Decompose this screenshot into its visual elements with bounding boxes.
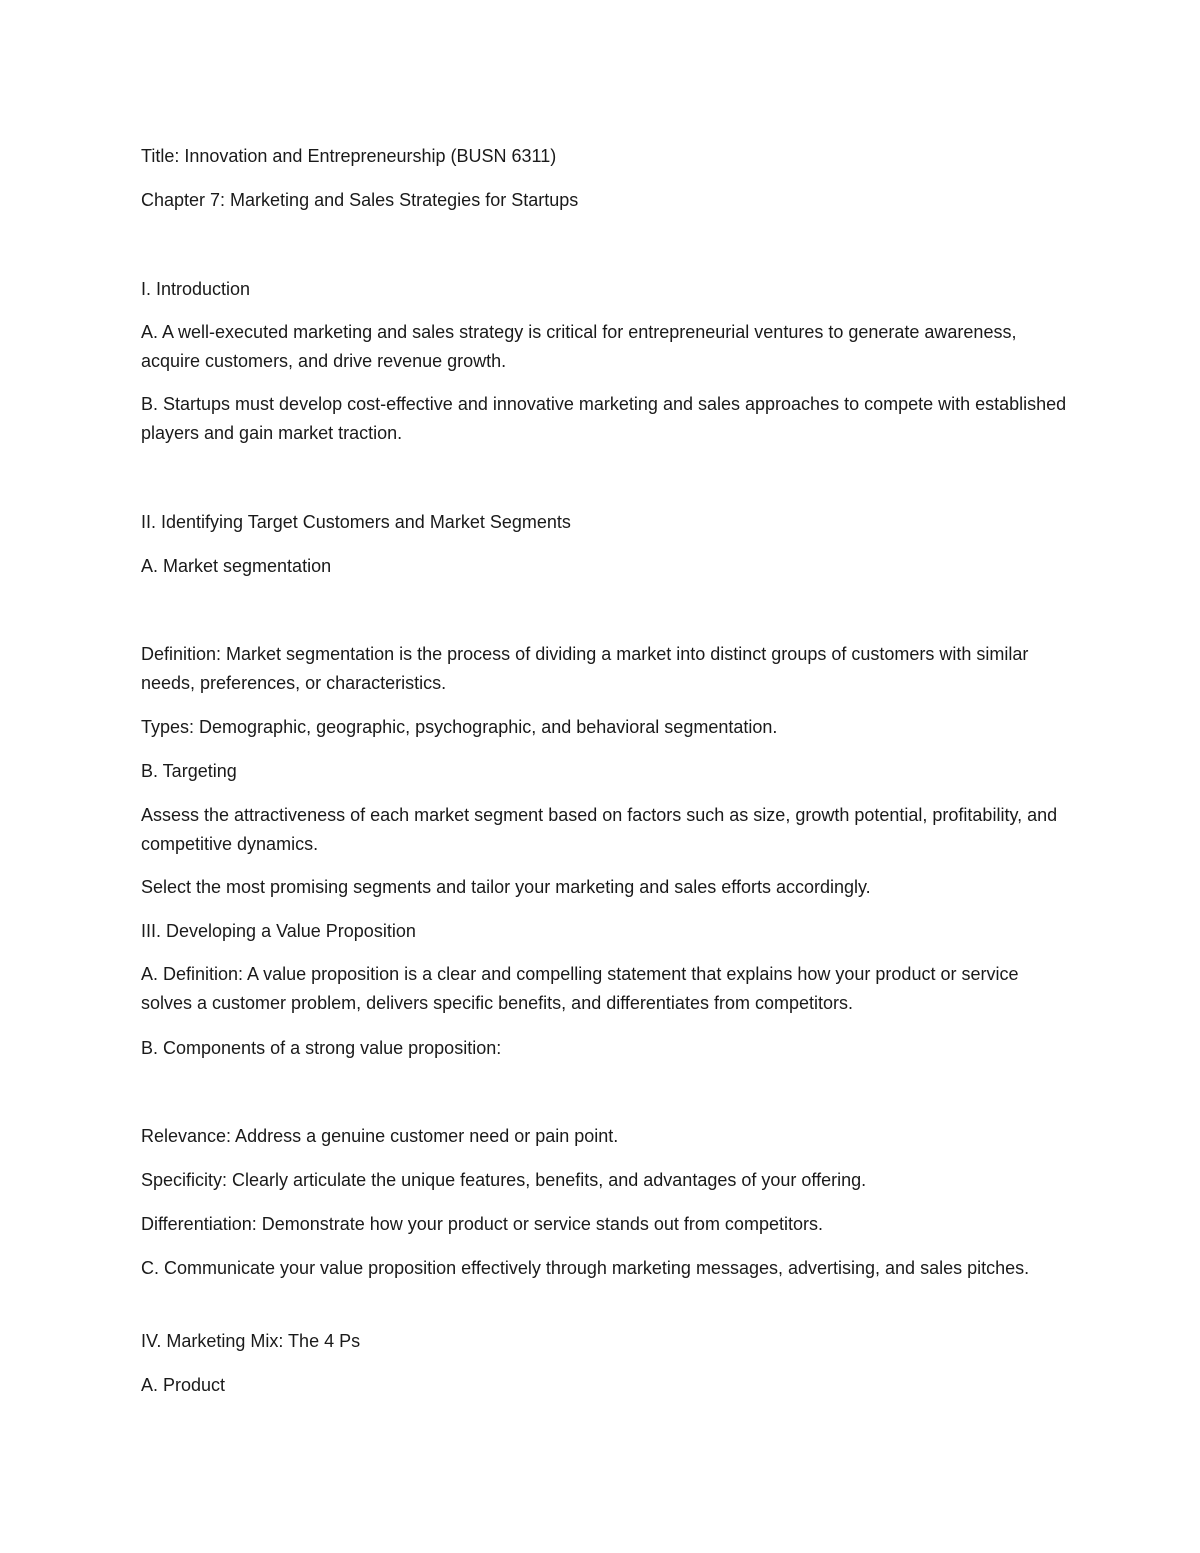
paragraph-segmentation-definition: Definition: Market segmentation is the process of dividing a market into distinct groups of customers with similar needs, preferences, or characteristics.: [141, 644, 1029, 693]
section-heading-introduction: I. Introduction: [141, 279, 251, 299]
paragraph-specificity: Specificity: Clearly articulate the unique features, benefits, and advantages of your offering.: [141, 1170, 867, 1190]
subheading-market-segmentation: A. Market segmentation: [141, 556, 332, 576]
paragraph-communicate-value-prop: C. Communicate your value proposition effectively through marketing messages, advertising, and sales pitches.: [141, 1258, 1030, 1278]
paragraph-relevance: Relevance: Address a genuine customer need or pain point.: [141, 1126, 619, 1146]
paragraph-intro-b: B. Startups must develop cost-effective and innovative marketing and sales approaches to compete with established players and gain market traction.: [141, 394, 1067, 443]
paragraph-targeting-assess: Assess the attractiveness of each market segment based on factors such as size, growth potential, profitability, and competitive dynamics.: [141, 805, 1058, 854]
section-heading-value-proposition: III. Developing a Value Proposition: [141, 921, 416, 941]
subheading-value-prop-components: B. Components of a strong value proposition:: [141, 1038, 502, 1058]
chapter-heading: Chapter 7: Marketing and Sales Strategies for Startups: [141, 190, 579, 210]
paragraph-differentiation: Differentiation: Demonstrate how your product or service stands out from competitors.: [141, 1214, 823, 1234]
paragraph-intro-a: A. A well-executed marketing and sales strategy is critical for entrepreneurial ventures to generate awareness, acquire customers, and drive revenue growth.: [141, 322, 1017, 371]
paragraph-value-prop-definition: A. Definition: A value proposition is a clear and compelling statement that explains how your product or service solves a customer problem, delivers specific benefits, and differentiates from competitors.: [141, 964, 1019, 1013]
subheading-product: A. Product: [141, 1375, 226, 1395]
paragraph-targeting-select: Select the most promising segments and tailor your marketing and sales efforts accordingly.: [141, 877, 871, 897]
paragraph-segmentation-types: Types: Demographic, geographic, psychographic, and behavioral segmentation.: [141, 717, 778, 737]
subheading-targeting: B. Targeting: [141, 761, 237, 781]
section-heading-target-customers: II. Identifying Target Customers and Market Segments: [141, 512, 571, 532]
section-heading-marketing-mix: IV. Marketing Mix: The 4 Ps: [141, 1331, 361, 1351]
document-title: Title: Innovation and Entrepreneurship (BUSN 6311): [141, 146, 557, 166]
